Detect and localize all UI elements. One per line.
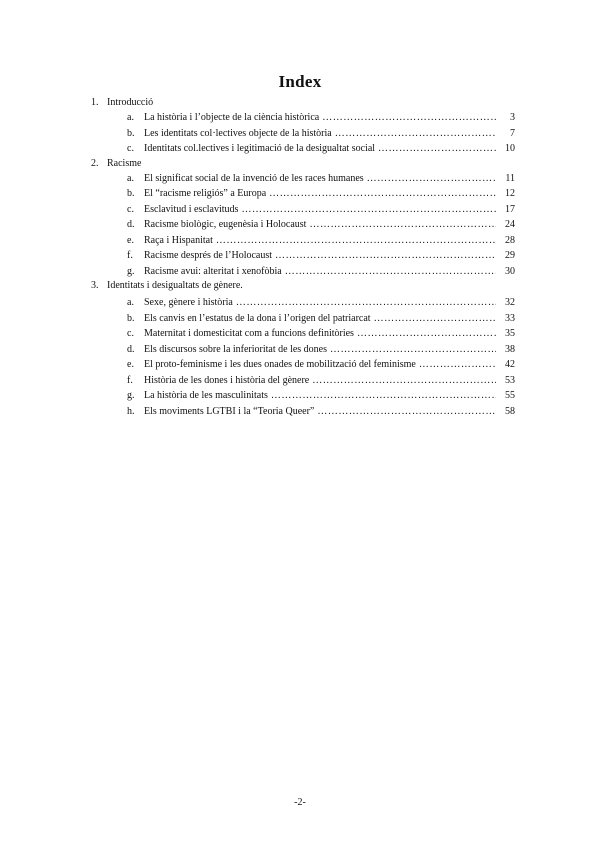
entry-page-number: 28 (496, 233, 515, 249)
toc-entry[interactable] (0, 141, 600, 157)
entry-title: Maternitat i domesticitat com a funcions definitòries ……………………………………………………………………………………………………………………………… (144, 326, 514, 342)
entry-page-number: 11 (496, 171, 515, 187)
toc-entry[interactable] (0, 217, 600, 233)
entry-letter: c. (127, 203, 134, 215)
toc-entry[interactable] (0, 326, 600, 342)
section-title: Racisme (107, 157, 142, 169)
entry-page-number: 32 (496, 295, 515, 311)
entry-page-number: 7 (496, 126, 515, 142)
entry-letter: e. (127, 359, 134, 370)
entry-letter: a. (127, 172, 134, 184)
toc-entry[interactable] (0, 202, 600, 218)
toc-entry[interactable] (0, 171, 600, 187)
entry-title: Les identitats col·lectives objecte de la història ……………………………………………………………………………………………………………………………… (144, 126, 514, 142)
entry-title: Els moviments LGTBI i la “Teoria Queer” ……………………………………………………………………………………………………………………………… (144, 404, 514, 420)
entry-title: El proto-feminisme i les dues onades de mobilització del feminisme ……………………………………………………………………………………………………………………………… (144, 357, 514, 373)
toc-entry[interactable] (0, 373, 600, 389)
toc-entry[interactable] (0, 311, 600, 327)
entry-page-number: 38 (496, 342, 515, 358)
section-title: Introducció (107, 97, 154, 108)
entry-letter: f. (127, 374, 133, 386)
entry-title: Els canvis en l’estatus de la dona i l’origen del patriarcat ……………………………………………………………………………………………………………………………… (144, 311, 514, 327)
entry-page-number: 33 (496, 311, 515, 327)
entry-letter: h. (127, 405, 135, 417)
entry-page-number: 55 (496, 388, 515, 404)
entry-letter: b. (127, 127, 135, 139)
entry-letter: g. (127, 265, 135, 277)
toc-entry[interactable] (0, 404, 600, 420)
toc-section-racisme (0, 157, 600, 280)
section-number: 1. (91, 97, 99, 108)
entry-letter: d. (127, 343, 135, 355)
toc-entry[interactable] (0, 295, 600, 311)
entry-page-number: 10 (496, 141, 515, 157)
entry-title: El significat social de la invenció de les races humanes ……………………………………………………………………………………………………………………………… (144, 171, 514, 187)
entry-title: Racisme després de l’Holocaust ……………………………………………………………………………………………………………………………… (144, 248, 514, 264)
entry-title: Sexe, gènere i història ……………………………………………………………………………………………………………………………… (144, 295, 514, 311)
toc-entry[interactable] (0, 342, 600, 358)
entry-letter: d. (127, 219, 135, 230)
section-number: 2. (91, 157, 99, 169)
entry-letter: b. (127, 312, 135, 324)
entry-title: Identitats col.lectives i legitimació de la desigualtat social ……………………………………………………………………………………………………………………………… (144, 141, 514, 157)
toc-entry[interactable] (0, 357, 600, 373)
toc-entry[interactable] (0, 233, 600, 249)
toc-entry[interactable] (0, 388, 600, 404)
entry-letter: g. (127, 390, 135, 401)
toc-entry[interactable] (0, 126, 600, 142)
toc-entry[interactable] (0, 248, 600, 264)
entry-letter: c. (127, 328, 134, 339)
entry-page-number: 30 (496, 264, 515, 280)
table-of-contents (0, 96, 600, 419)
entry-letter: b. (127, 188, 135, 199)
toc-entry[interactable] (0, 264, 600, 280)
entry-page-number: 42 (496, 357, 515, 373)
entry-title: El “racisme religiós” a Europa ……………………………………………………………………………………………………………………………… (144, 186, 514, 202)
entry-page-number: 24 (496, 217, 515, 233)
entry-letter: e. (127, 234, 134, 246)
section-heading (0, 279, 600, 293)
entry-page-number: 35 (496, 326, 515, 342)
entry-page-number: 17 (496, 202, 515, 218)
entry-title: La història i l’objecte de la ciència històrica ……………………………………………………………………………………………………………………………… (144, 110, 514, 126)
entry-letter: a. (127, 297, 134, 308)
page-number-footer: -2- (294, 797, 306, 808)
entry-page-number: 58 (496, 404, 515, 420)
section-heading (0, 157, 600, 171)
entry-page-number: 12 (496, 186, 515, 202)
entry-letter: c. (127, 143, 134, 154)
section-number: 3. (91, 280, 99, 291)
toc-section-introduccio (0, 96, 600, 157)
entry-title: Raça i Hispanitat ……………………………………………………………………………………………………………………………… (144, 233, 514, 249)
page-title: Index (278, 72, 322, 91)
section-title: Identitats i desigualtats de gènere. (107, 280, 243, 291)
section-heading (0, 96, 600, 110)
entry-letter: a. (127, 112, 134, 123)
entry-title: Història de les dones i història del gènere ……………………………………………………………………………………………………………………………… (144, 373, 514, 389)
toc-entry[interactable] (0, 110, 600, 126)
entry-page-number: 53 (496, 373, 515, 389)
entry-title: La història de les masculinitats ……………………………………………………………………………………………………………………………… (144, 388, 514, 404)
entry-title: Racisme biològic, eugenèsia i Holocaust ……………………………………………………………………………………………………………………………… (144, 217, 514, 233)
toc-section-genere (0, 279, 600, 419)
entry-page-number: 29 (496, 248, 515, 264)
entry-page-number: 3 (496, 110, 515, 126)
entry-title: Els discursos sobre la inferioritat de les dones ……………………………………………………………………………………………………………………………… (144, 342, 514, 358)
entry-title: Racisme avui: alteritat i xenofòbia ……………………………………………………………………………………………………………………………… (144, 264, 514, 280)
toc-entry[interactable] (0, 186, 600, 202)
entry-title: Esclavitud i esclavituds ……………………………………………………………………………………………………………………………… (144, 202, 514, 218)
entry-letter: f. (127, 250, 133, 261)
